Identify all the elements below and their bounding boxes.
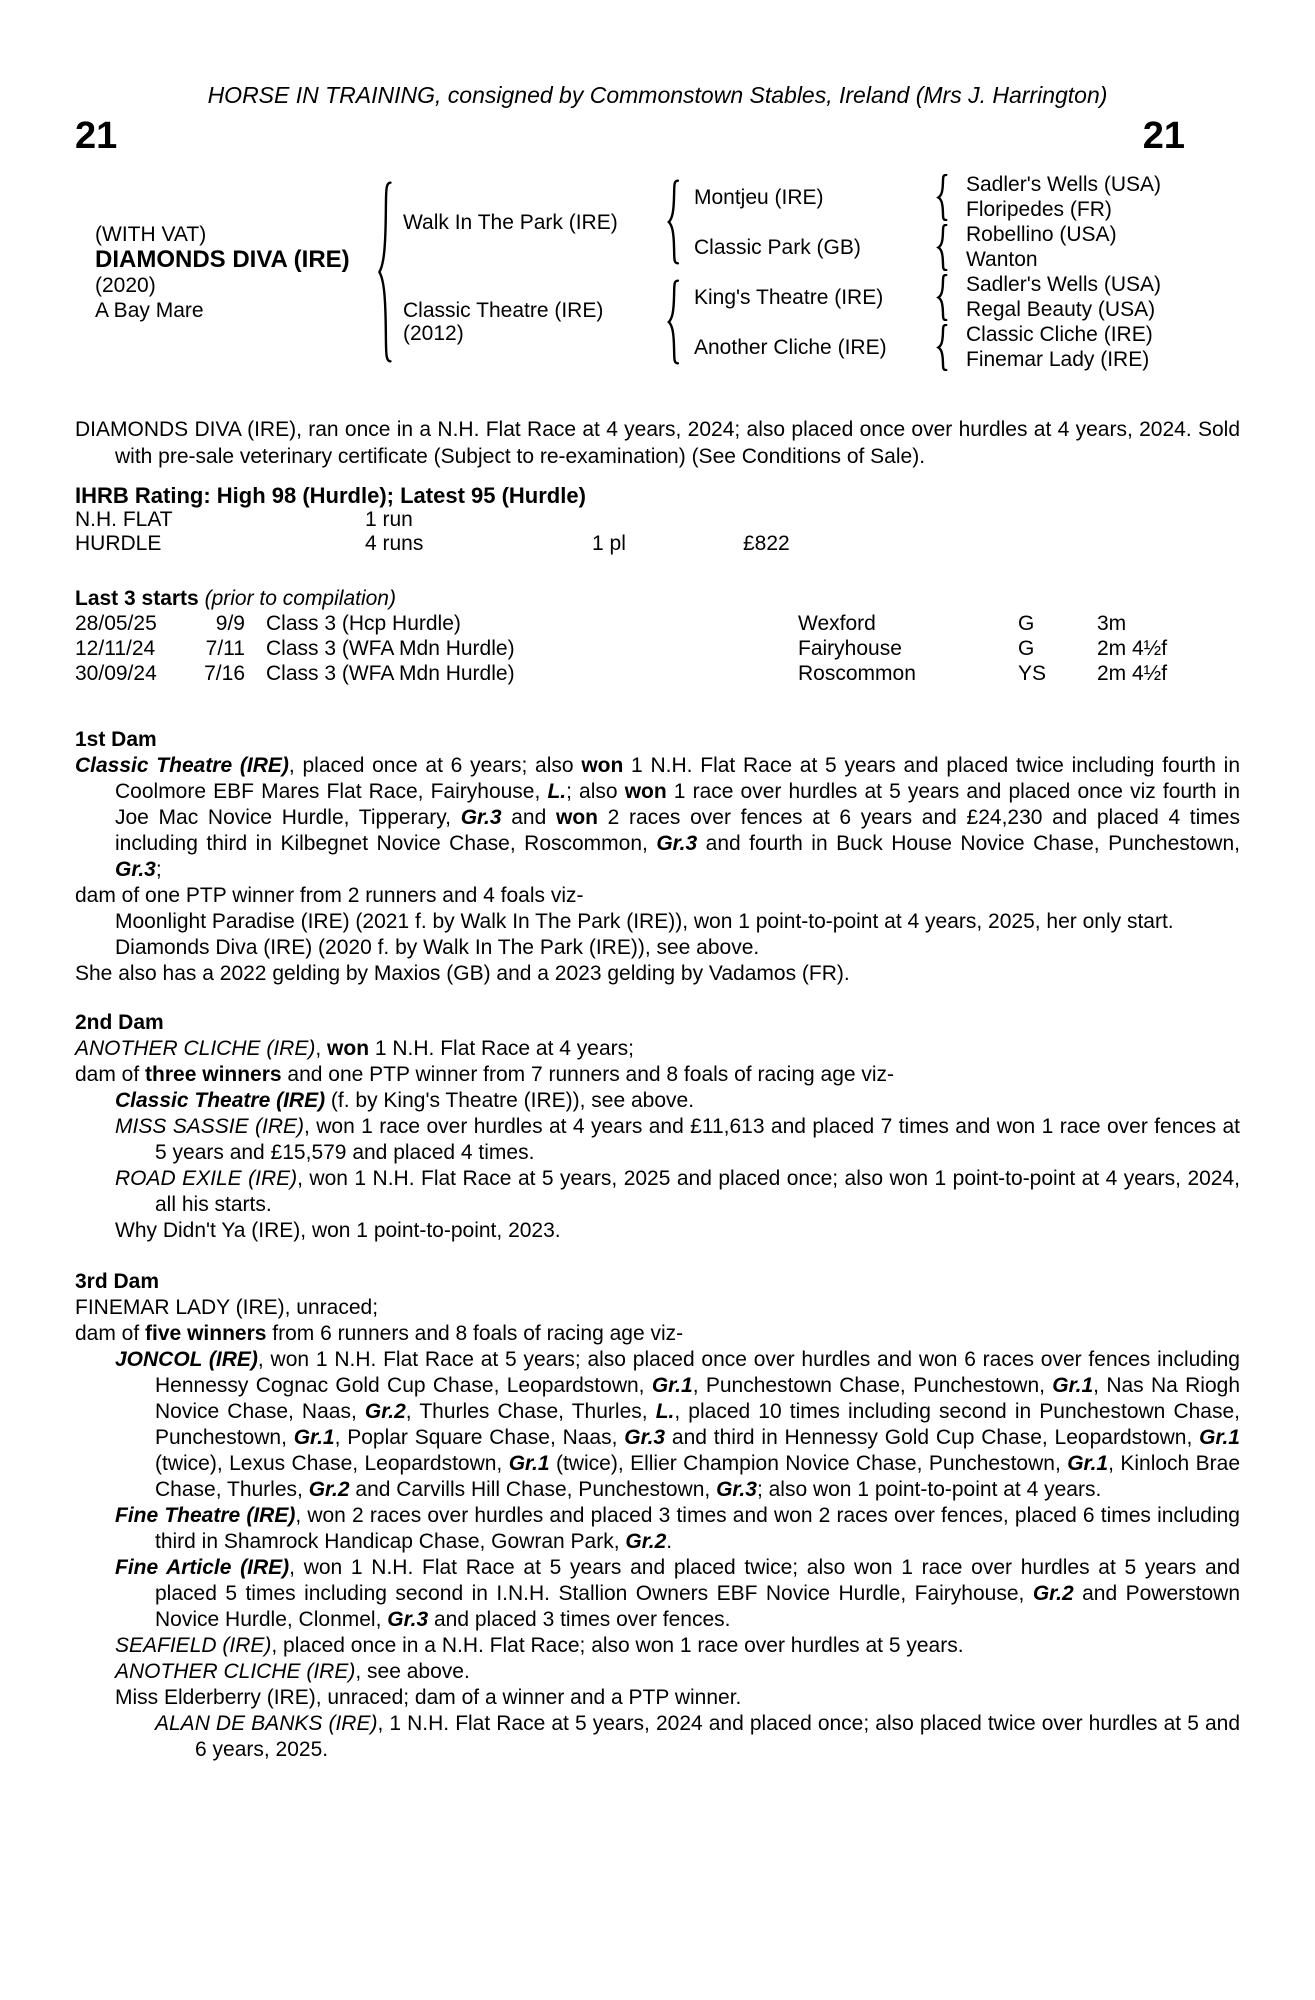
produce-fine-theatre: Fine Theatre (IRE), won 2 races over hurdles and placed 3 times and won 2 races over fences, placed 6 times including third in Shamrock Handicap Chase, Gowran Park, Gr.2. [115, 1504, 1240, 1553]
record-placed [592, 508, 743, 532]
produce-road-exile: ROAD EXILE (IRE), won 1 N.H. Flat Race at 5 years, 2025 and placed once; also won 1 point-to-point at 4 years, 2024, all his starts. [115, 1167, 1240, 1216]
last-starts-caption: (prior to compilation) [204, 587, 396, 610]
dam-dam-name: Another Cliche (IRE) [694, 335, 887, 359]
start-position: 7/16 [204, 662, 245, 685]
third-dam-produce-intro: dam of five winners from 6 runners and 8 foals of racing age viz- [75, 1322, 684, 1345]
pedigree-main-brace [365, 179, 403, 365]
sire-sire-name: Montjeu (IRE) [694, 185, 824, 209]
sire-dam-brace [926, 224, 958, 271]
record-runs: 4 runs [365, 532, 424, 555]
produce-miss-elderberry: Miss Elderberry (IRE), unraced; dam of a winner and a PTP winner. [115, 1686, 742, 1709]
start-position: 7/11 [205, 637, 245, 660]
sire-sire-brace [926, 174, 958, 221]
second-dam-record: ANOTHER CLICHE (IRE), won 1 N.H. Flat Race at 4 years; [75, 1037, 634, 1060]
third-dam-heading: 3rd Dam [75, 1270, 160, 1293]
vat-note: (WITH VAT) [95, 222, 207, 246]
dam-year: (2012) [403, 322, 464, 345]
dam-dam-sire: Classic Cliche (IRE) [966, 323, 1153, 346]
second-dam-heading: 2nd Dam [75, 1011, 164, 1034]
produce-diamonds-diva: Diamonds Diva (IRE) (2020 f. by Walk In The Park (IRE)), see above. [115, 936, 760, 959]
produce-miss-sassie: MISS SASSIE (IRE), won 1 race over hurdles at 4 years and £11,613 and placed 7 times and won 1 race over fences at 5 years and £15,579 and placed 4 times. [115, 1115, 1240, 1164]
lot-number-left: 21 [75, 115, 118, 157]
first-dam-produce-intro: dam of one PTP winner from 2 runners and 4 foals viz- [75, 884, 584, 907]
first-dam-record: Classic Theatre (IRE), placed once at 6 years; also won 1 N.H. Flat Race at 5 years and placed twice including fourth in Coolmore EBF Mares Flat Race, Fairyhouse, L.; also won 1 race over hurdles at 5 years and placed once viz fourth in Joe Mac Novice Hurdle, Tipperary, Gr.3 and won 2 races over fences at 6 years and £24,230 and placed 4 times including third in Kilbegnet Novice Chase, Roscommon, Gr.3 and fourth in Buck House Novice Chase, Punchestown, Gr.3; [75, 754, 1241, 881]
third-dam-section [75, 1268, 1240, 1763]
sire-dam-dam: Wanton [966, 248, 1038, 271]
brace-icon [666, 279, 680, 365]
dam-sire-name: King's Theatre (IRE) [694, 285, 884, 309]
sire-sire-sire: Sadler's Wells (USA) [966, 173, 1161, 196]
start-race: Class 3 (Hcp Hurdle) [266, 612, 461, 635]
dam-brace [658, 279, 688, 365]
sire-sire-dam: Floripedes (FR) [966, 198, 1112, 221]
produce-alan-de-banks: ALAN DE BANKS (IRE), 1 N.H. Flat Race at 5 years, 2024 and placed once; also placed twice over hurdles at 5 and 6 years, 2025. [155, 1712, 1240, 1761]
first-dam-also-note: She also has a 2022 gelding by Maxios (GB) and a 2023 gelding by Vadamos (FR). [75, 962, 850, 985]
record-earnings [743, 508, 1240, 532]
produce-another-cliche: ANOTHER CLICHE (IRE), see above. [115, 1660, 470, 1683]
start-course: Fairyhouse [798, 637, 902, 660]
start-race: Class 3 (WFA Mdn Hurdle) [266, 662, 515, 685]
consignor-line: HORSE IN TRAINING, consigned by Commonstown Stables, Ireland (Mrs J. Harrington) [207, 82, 1108, 108]
rating-block [75, 484, 1240, 556]
dam-dam-brace [926, 324, 958, 371]
lot-number-right: 21 [1142, 115, 1185, 157]
brace-icon [936, 274, 948, 321]
record-runs: 1 run [365, 508, 413, 531]
brace-icon [936, 324, 948, 371]
start-going: G [1018, 637, 1035, 660]
start-distance: 3m [1097, 612, 1127, 635]
sire-dam-name: Classic Park (GB) [694, 235, 861, 259]
dam-sire-brace [926, 274, 958, 321]
start-going: G [1018, 612, 1035, 635]
start-position: 9/9 [215, 612, 245, 635]
sire-dam-sire: Robellino (USA) [966, 223, 1117, 246]
sire-brace [658, 179, 688, 265]
dam-sire-sire: Sadler's Wells (USA) [966, 273, 1161, 296]
pedigree-table [75, 172, 1240, 372]
lot-number-row [75, 116, 1240, 156]
produce-moonlight-paradise: Moonlight Paradise (IRE) (2021 f. by Walk In The Park (IRE)), won 1 point-to-point at 4 years, 2025, her only start. [115, 910, 1174, 933]
last-starts-heading [75, 586, 1240, 611]
last-starts-block [75, 586, 1240, 686]
start-distance: 2m 4½f [1097, 662, 1168, 685]
start-date: 30/09/24 [75, 662, 157, 685]
record-placed: 1 pl [592, 532, 626, 555]
start-date: 12/11/24 [75, 637, 156, 660]
brace-icon [376, 179, 393, 365]
record-label: N.H. FLAT [75, 508, 173, 531]
produce-why-didnt-ya: Why Didn't Ya (IRE), won 1 point-to-point, 2023. [115, 1219, 561, 1242]
start-race: Class 3 (WFA Mdn Hurdle) [266, 637, 515, 660]
produce-fine-article: Fine Article (IRE), won 1 N.H. Flat Race at 5 years and placed twice; also won 1 race over hurdles at 5 years and placed 5 times including second in I.N.H. Stallion Owners EBF Novice Hurdle, Fairyhouse, Gr.2 and Powerstown Novice Hurdle, Clonmel, Gr.3 and placed 3 times over fences. [115, 1556, 1240, 1631]
rating-heading: IHRB Rating: High 98 (Hurdle); Latest 95 (Hurdle) [75, 483, 586, 508]
horse-name: DIAMONDS DIVA (IRE) [95, 245, 350, 273]
dam-dam-dam: Finemar Lady (IRE) [966, 348, 1150, 371]
dam-name: Classic Theatre (IRE) [403, 299, 604, 322]
horse-info-block [75, 222, 365, 323]
third-dam-record: FINEMAR LADY (IRE), unraced; [75, 1296, 379, 1319]
first-dam-heading: 1st Dam [75, 728, 157, 751]
sex-description: A Bay Mare [95, 298, 204, 322]
produce-seafield: SEAFIELD (IRE), placed once in a N.H. Flat Race; also won 1 race over hurdles at 5 years. [115, 1634, 964, 1657]
horse-name-line [95, 247, 365, 298]
record-label: HURDLE [75, 532, 162, 555]
dam-sire-dam: Regal Beauty (USA) [966, 298, 1156, 321]
produce-joncol: JONCOL (IRE), won 1 N.H. Flat Race at 5 years; also placed once over hurdles and won 6 races over fences including Hennessy Cognac Gold Cup Chase, Leopardstown, Gr.1, Punchestown Chase, Punchestown, Gr.1, Nas Na Riogh Novice Chase, Naas, Gr.2, Thurles Chase, Thurles, L., placed 10 times including second in Punchestown Chase, Punchestown, Gr.1, Poplar Square Chase, Naas, Gr.3 and third in Hennessy Gold Cup Chase, Leopardstown, Gr.1 (twice), Lexus Chase, Leopardstown, Gr.1 (twice), Ellier Champion Novice Chase, Punchestown, Gr.1, Kinloch Brae Chase, Thurles, Gr.2 and Carvills Hill Chase, Punchestown, Gr.3; also won 1 point-to-point at 4 years. [115, 1348, 1241, 1501]
first-dam-section [75, 726, 1240, 987]
sire-name: Walk In The Park (IRE) [403, 210, 618, 234]
start-course: Roscommon [798, 662, 916, 685]
brace-icon [936, 174, 948, 221]
foaling-year: (2020) [95, 273, 156, 297]
dam-name-block [403, 299, 658, 345]
start-course: Wexford [798, 612, 876, 635]
last-starts-title: Last 3 starts [75, 587, 199, 610]
start-date: 28/05/25 [75, 612, 157, 635]
brace-icon [936, 224, 948, 271]
second-dam-produce-intro: dam of three winners and one PTP winner from 7 runners and 8 foals of racing age viz- [75, 1063, 895, 1086]
second-dam-section [75, 1009, 1240, 1244]
race-summary-paragraph: DIAMONDS DIVA (IRE), ran once in a N.H. Flat Race at 4 years, 2024; also placed once over hurdles at 4 years, 2024. Sold with pre-sale veterinary certificate (Subject to re-examination) (See Conditions of Sale). [75, 418, 1240, 468]
race-record-table [75, 508, 1240, 556]
record-earnings: £822 [743, 532, 790, 555]
start-going: YS [1018, 662, 1047, 685]
produce-classic-theatre: Classic Theatre (IRE) (f. by King's Theatre (IRE)), see above. [115, 1089, 695, 1112]
start-distance: 2m 4½f [1097, 637, 1168, 660]
brace-icon [666, 179, 680, 265]
last-starts-table [75, 611, 1240, 686]
